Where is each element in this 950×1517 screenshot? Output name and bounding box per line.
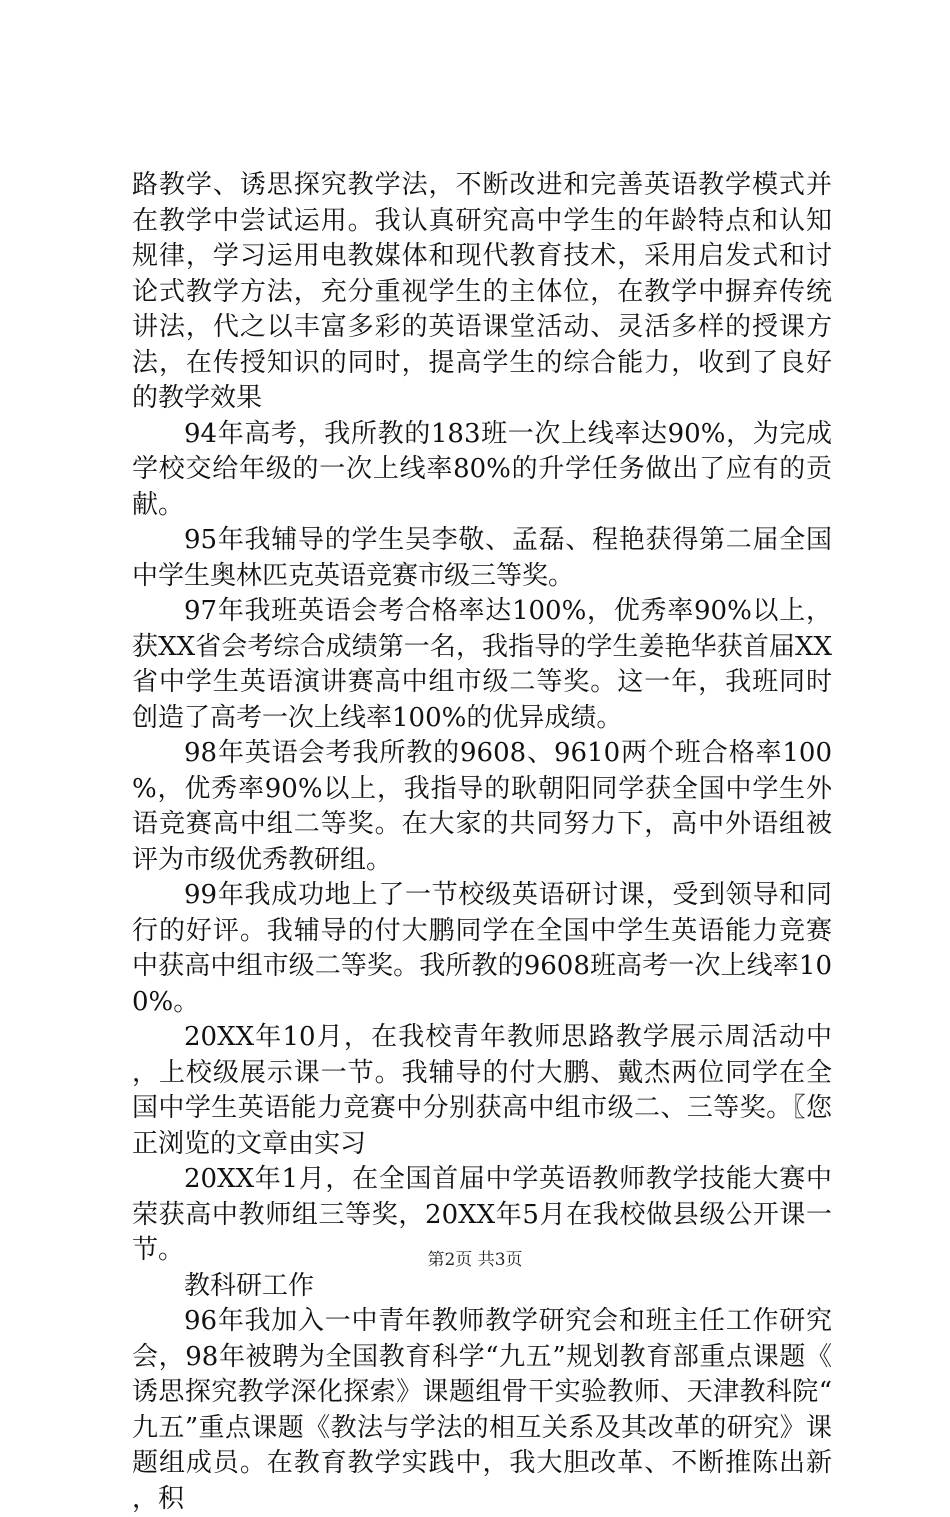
document-body (132, 168, 832, 1517)
paragraph-1994-exam: 94年高考，我所教的183班一次上线率达90%，为完成学校交给年级的一次上线率80%的升学任务做出了应有的贡献。 (132, 418, 832, 520)
paragraph-1995-award: 95年我辅导的学生吴李敬、孟磊、程艳获得第二届全国中学生奥林匹克英语竞赛市级三等奖。 (132, 525, 832, 591)
paragraph-1997-results: 97年我班英语会考合格率达100%，优秀率90%以上，获XX省会考综合成绩第一名，我指导的学生姜艳华获首届XX省中学生英语演讲赛高中组市级二等奖。这一年，我班同时创造了高考一次上线率100%的优异成绩。 (132, 596, 832, 733)
paragraph-teaching-methods: 路教学、诱思探究教学法，不断改进和完善英语教学模式并在教学中尝试运用。我认真研究高中学生的年龄特点和认知规律，学习运用电教媒体和现代教育技术，采用启发式和讨论式教学方法，充分重视学生的主体位，在教学中摒弃传统讲法，代之以丰富多彩的英语课堂活动、灵活多样的授课方法，在传授知识的同时，提高学生的综合能力，收到了良好的教学效果 (132, 170, 832, 413)
paragraph-1998-results: 98年英语会考我所教的9608、9610两个班合格率100%，优秀率90%以上，我指导的耿朝阳同学获全国中学生外语竞赛高中组二等奖。在大家的共同努力下，高中外语组被评为市级优秀教研组。 (132, 738, 832, 875)
paragraph-20xx-october: 20XX年10月，在我校青年教师思路教学展示周活动中，上校级展示课一节。我辅导的付大鹏、戴杰两位同学在全国中学生英语能力竞赛中分别获高中组市级二、三等奖。〖您正浏览的文章由实习 (132, 1022, 832, 1159)
section-heading-research: 教科研工作 (184, 1270, 315, 1301)
page-number-footer: 第2页 共3页 (427, 1250, 523, 1270)
paragraph-research-work: 96年我加入一中青年教师教学研究会和班主任工作研究会，98年被聘为全国教育科学“九五”规划教育部重点课题《诱思探究教学深化探索》课题组骨干实验教师、天津教科院“九五”重点课题《教法与学法的相互关系及其改革的研究》课题组成员。在教育教学实践中，我大胆改革、不断推陈出新，积 (132, 1306, 832, 1514)
paragraph-1999-results: 99年我成功地上了一节校级英语研讨课，受到领导和同行的好评。我辅导的付大鹏同学在全国中学生英语能力竞赛中获高中组市级二等奖。我所教的9608班高考一次上线率100%。 (132, 880, 832, 1017)
paragraph-20xx-january: 20XX年1月，在全国首届中学英语教师教学技能大赛中荣获高中教师组三等奖，20XX年5月在我校做县级公开课一节。 (132, 1164, 832, 1265)
